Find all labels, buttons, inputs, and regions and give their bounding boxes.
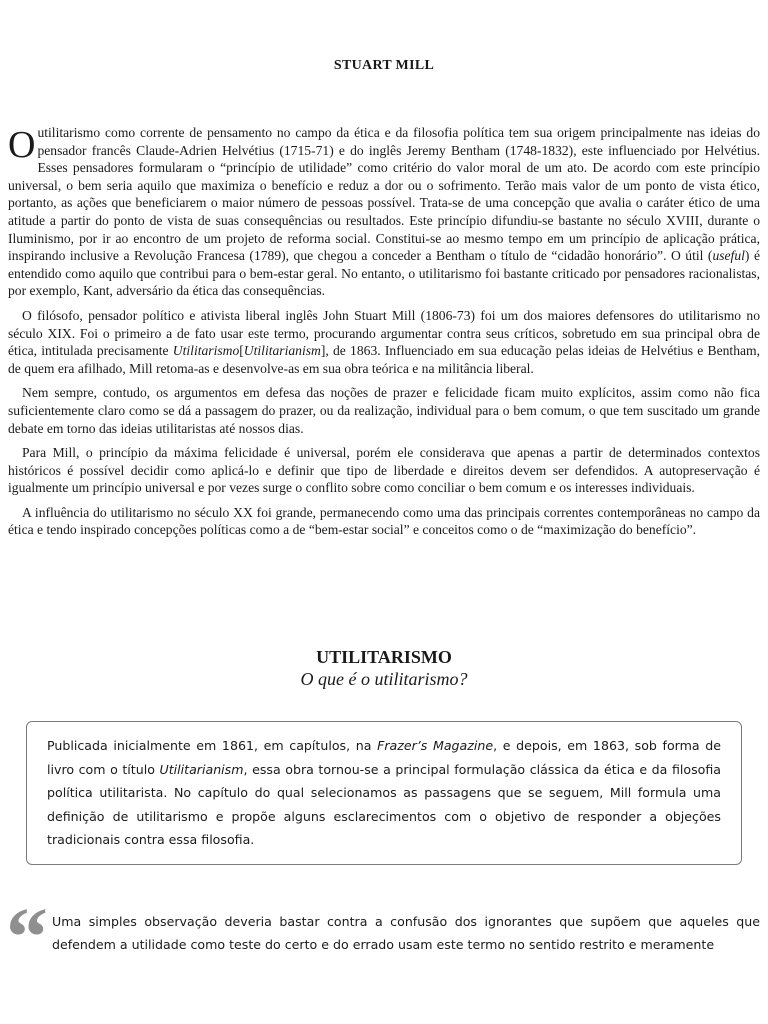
paragraph-2-text-a: O filósofo, pensador político e ativista liberal inglês John Stuart Mill (1806-73) foi um dos maiores defensores do utilitarismo no século XIX. Foi o primeiro a de fato usar este termo, procurando argumentar contra seus críticos, sobretudo em sua principal obra de ética, intitulada precisamente xyxy=(8,307,760,359)
running-title: STUART MILL xyxy=(333,58,435,73)
paragraph-1-italic: useful xyxy=(712,248,745,264)
paragraph-2-italic-original-title: Utilitarianism xyxy=(243,343,321,359)
intro-box xyxy=(26,721,742,865)
quote-block xyxy=(6,891,760,984)
quote-text: Uma simples observação deveria bastar contra a confusão dos ignorantes que supõem que aqueles que defendem a utilidade como teste do certo e do errado usam este termo no sentido restrito e meramente xyxy=(52,914,760,952)
paragraph-5: A influência do utilitarismo no século XX foi grande, permanecendo como uma das principais correntes contemporâneas no campo da ética e tendo inspirado concepções políticas como a de “bem-estar social” e conceitos como o de “maximização do benefício”. xyxy=(8,504,760,538)
paragraph-4: Para Mill, o princípio da máxima felicidade é universal, porém ele considerava que apenas a partir de determinados contextos históricos é possível decidir como aplicá-lo e definir que tipo de liberdade e direitos devem ser defendidos. A autopreservação é igualmente um princípio universal e por vezes surge o conflito sobre como conciliar o bem comum e os interesses individuais. xyxy=(8,445,760,496)
article-body xyxy=(8,124,760,546)
paragraph-3: Nem sempre, contudo, os argumentos em defesa das noções de prazer e felicidade ficam muito explícitos, assim como não fica suficientemente claro como se dá a passagem do prazer, ou da realização, individual para o bem comum, o que tem suscitado um grande debate em torno das ideias utilitaristas até nossos dias. xyxy=(8,385,760,436)
paragraph-1-text-a: utilitarismo como corrente de pensamento no campo da ética e da filosofia política tem sua origem principalmente nas ideias do pensador francês Claude-Adrien Helvétius (1715-71) e do inglês Jeremy Bentham (1748-1832), este influenciado por Helvétius. Esses pensadores formularam o “princípio de utilidade” como critério do valor moral de um ato. De acordo com este princípio universal, o bem seria aquilo que maximiza o benefício e reduz a dor ou o sofrimento. Terão mais valor de um ponto de vista ético, portanto, as ações que beneficiarem o maior número de pessoas possível. Trata-se de uma concepção que avalia o caráter ético de uma atitude a partir do ponto de vista de suas consequências ou resultados. Este princípio difundiu-se bastante no século XVIII, durante o Iluminismo, por ir ao encontro de um projeto de reforma social. Constitui-se ao mesmo tempo em um princípio de aplicação prática, inspirando inclusive a Revolução Francesa (1789), que chegou a conceder a Bentham o título de “cidadão honorário”. O útil ( xyxy=(8,125,760,264)
section-heading xyxy=(0,646,768,690)
intro-book-title: Utilitarianism xyxy=(159,761,244,777)
paragraph-2-text-e: ], de 1863. Influenciado em sua educação pelas ideias de Helvétius e Bentham, de quem era afilhado, Mill retoma-as e desenvolve-as em sua obra teórica e na militância liberal. xyxy=(8,343,760,376)
intro-text-e: , essa obra tornou-se a principal formulação clássica da ética e da filosofia política utilitarista. No capítulo do qual selecionamos as passagens que se seguem, Mill formula uma definição de utilitarismo e propõe alguns esclarecimentos com o objetivo de responder a objeções tradicionais contra essa filosofia. xyxy=(47,761,721,847)
section-subtitle: O que é o utilitarismo? xyxy=(300,669,468,689)
intro-text-a: Publicada inicialmente em 1861, em capítulos, na xyxy=(47,738,378,753)
paragraph-1-text-c: ) é entendido como aquilo que contribui para o bem-estar geral. No entanto, o utilitarismo foi bastante criticado por pensadores racionalistas, por exemplo, Kant, adversário da ética das consequências. xyxy=(8,248,760,299)
section-title: UTILITARISMO xyxy=(316,647,452,667)
paragraph-2 xyxy=(8,307,760,377)
paragraph-2-italic-title: Utilitarismo xyxy=(172,343,240,359)
paragraph-1 xyxy=(8,124,760,300)
drop-cap: O xyxy=(8,124,36,166)
paragraph-2-bracket: [ xyxy=(239,343,244,359)
intro-text-c: , e depois, em 1863, sob forma de livro com o título xyxy=(47,738,721,777)
quote-mark-icon: “ xyxy=(6,891,48,984)
intro-magazine-title: Frazer’s Magazine xyxy=(377,738,494,753)
